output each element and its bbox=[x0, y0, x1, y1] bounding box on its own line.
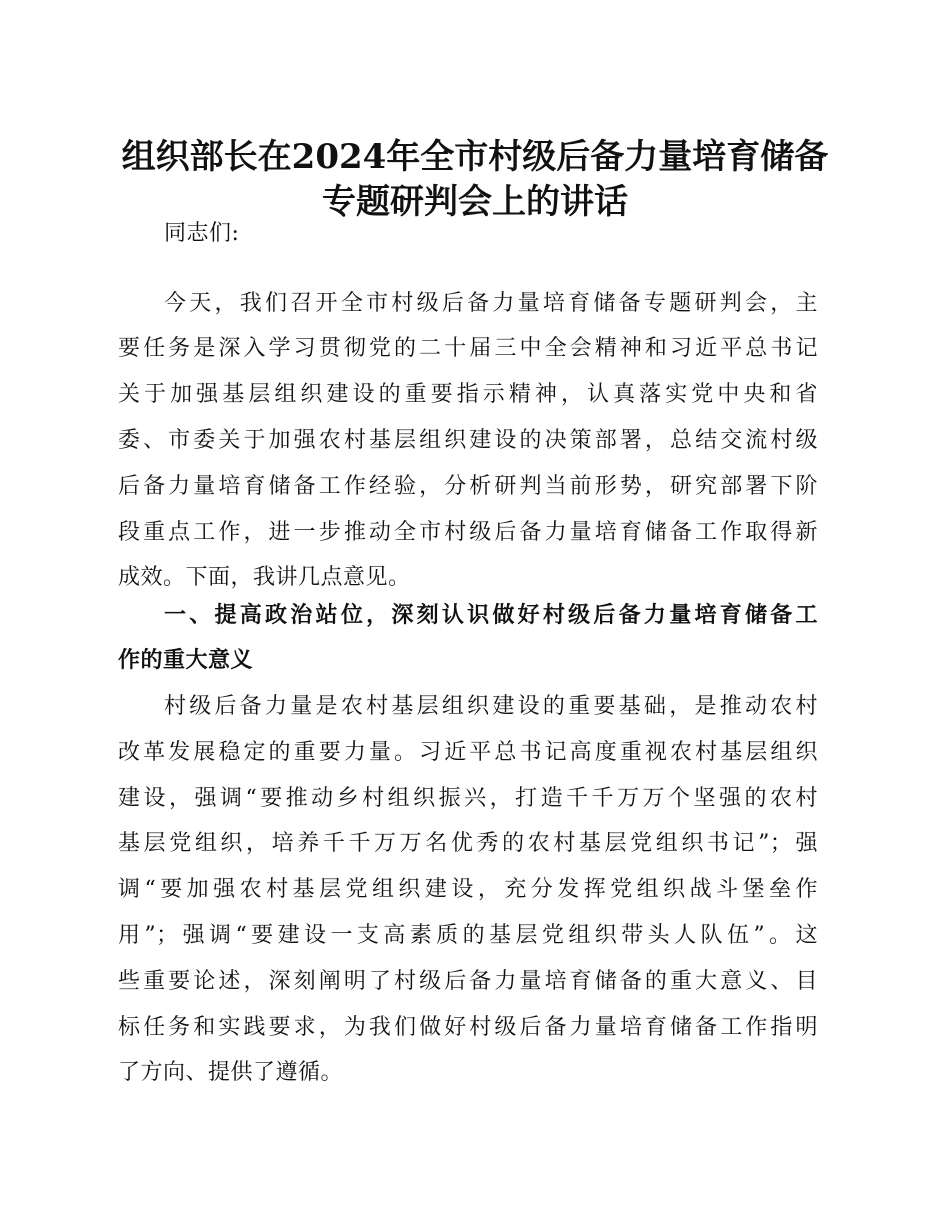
paragraph-line: 调“要加强农村基层党组织建设，充分发挥党组织战斗堡垒作 bbox=[118, 877, 818, 902]
paragraph-line: 基层党组织，培养千千万万名优秀的农村基层党组织书记”；强 bbox=[118, 831, 818, 856]
paragraph-line: 委、市委关于加强农村基层组织建设的决策部署，总结交流村级 bbox=[118, 428, 818, 453]
section-heading-line: 作的重大意义 bbox=[118, 648, 254, 673]
paragraph-line: 村级后备力量是农村基层组织建设的重要基础，是推动农村 bbox=[164, 694, 818, 719]
salutation: 同志们: bbox=[164, 221, 240, 246]
paragraph-line: 段重点工作，进一步推动全市村级后备力量培育储备工作取得新 bbox=[118, 520, 818, 545]
paragraph-line: 今天，我们召开全市村级后备力量培育储备专题研判会，主 bbox=[164, 291, 818, 316]
paragraph-line: 些重要论述，深刻阐明了村级后备力量培育储备的重大意义、目 bbox=[118, 969, 818, 994]
paragraph-line: 后备力量培育储备工作经验，分析研判当前形势，研究部署下阶 bbox=[118, 474, 818, 499]
paragraph-line: 关于加强基层组织建设的重要指示精神，认真落实党中央和省 bbox=[118, 382, 818, 407]
section-heading-line: 一、提高政治站位，深刻认识做好村级后备力量培育储备工 bbox=[164, 603, 818, 628]
paragraph-line: 建设，强调“要推动乡村组织振兴，打造千千万万个坚强的农村 bbox=[118, 786, 818, 811]
paragraph-line: 成效。下面，我讲几点意见。 bbox=[118, 565, 411, 590]
paragraph-line: 标任务和实践要求，为我们做好村级后备力量培育储备工作指明 bbox=[118, 1015, 818, 1040]
paragraph-line: 改革发展稳定的重要力量。习近平总书记高度重视农村基层组织 bbox=[118, 740, 818, 765]
document-title-line-2: 专题研判会上的讲话 bbox=[322, 182, 628, 222]
paragraph-line: 要任务是深入学习贯彻党的二十届三中全会精神和习近平总书记 bbox=[118, 336, 818, 361]
paragraph-line: 了方向、提供了遵循。 bbox=[118, 1060, 344, 1085]
paragraph-line: 用”；强调“要建设一支高素质的基层党组织带头人队伍”。这 bbox=[118, 923, 818, 948]
document-title-line-1: 组织部长在2024年全市村级后备力量培育储备 bbox=[121, 137, 829, 177]
